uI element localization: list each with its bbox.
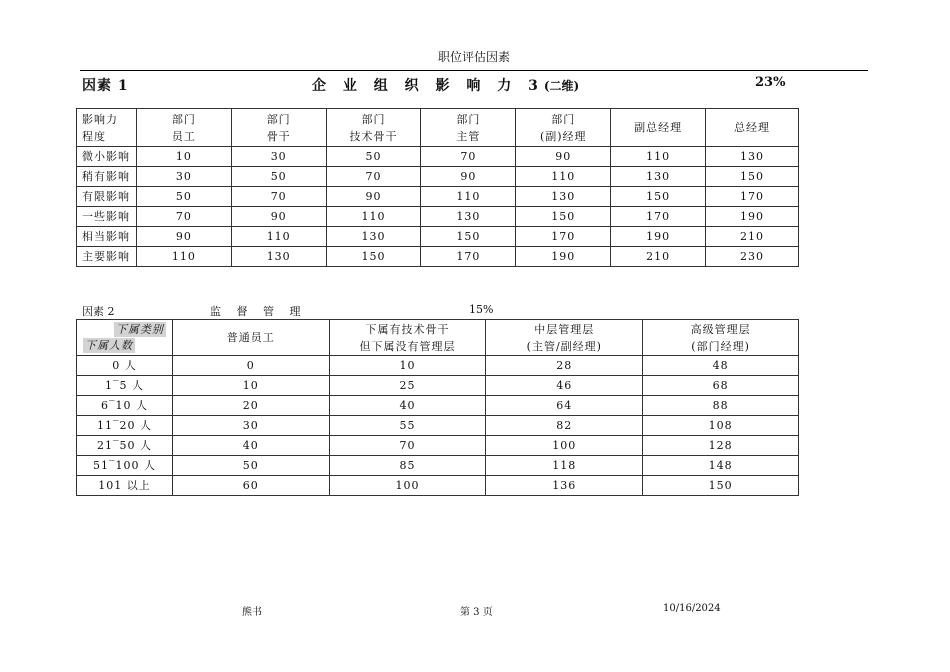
table-cell: 90 (326, 187, 421, 207)
table-cell: 150 (706, 167, 799, 187)
header-line: 部门 (171, 112, 196, 126)
footer-author: 熊书 (242, 607, 262, 618)
row-label: 一些影响 (77, 207, 137, 227)
header-line: 部门 (456, 112, 481, 126)
table-cell: 70 (421, 147, 516, 167)
table-row (77, 356, 799, 376)
table-cell: 40 (329, 396, 486, 416)
factor1-body (77, 147, 799, 267)
factor1-col-header (516, 109, 611, 147)
table-cell: 110 (231, 227, 326, 247)
factor1-col-header (421, 109, 516, 147)
table-cell: 40 (172, 436, 329, 456)
table-cell: 130 (326, 227, 421, 247)
table-cell: 30 (136, 167, 231, 187)
factor2-col-header (486, 320, 643, 356)
table-cell: 46 (486, 376, 643, 396)
factor2-diag-top: 下属类别 (115, 323, 164, 336)
page-footer (0, 603, 950, 619)
table-cell: 110 (611, 147, 706, 167)
header-line: 中层管理层 (534, 322, 595, 336)
factor1-label: 因素 1 (82, 78, 129, 94)
table-cell: 136 (486, 476, 643, 496)
factor2-header-row (77, 320, 799, 356)
row-label: 101 以上 (77, 476, 173, 496)
table-cell: 130 (421, 207, 516, 227)
table-cell: 190 (516, 247, 611, 267)
table-cell: 148 (643, 456, 799, 476)
table-cell: 130 (516, 187, 611, 207)
header-line: 员工 (171, 129, 196, 143)
table-cell: 90 (516, 147, 611, 167)
table-cell: 110 (516, 167, 611, 187)
row-label: 21‾50 人 (77, 436, 173, 456)
table-cell: 60 (172, 476, 329, 496)
row-label: 微小影响 (77, 147, 137, 167)
header-line: 技术骨干 (349, 129, 398, 143)
table-cell: 108 (643, 416, 799, 436)
table-cell: 110 (421, 187, 516, 207)
header-line: 普通员工 (226, 331, 275, 344)
table-cell: 50 (172, 456, 329, 476)
table-row (77, 147, 799, 167)
table-row (77, 187, 799, 207)
factor1-col-header (611, 109, 706, 147)
factor2-col-header (172, 320, 329, 356)
row-label: 有限影响 (77, 187, 137, 207)
table-cell: 190 (706, 207, 799, 227)
table-cell: 170 (421, 247, 516, 267)
header-line: 主管 (456, 129, 481, 143)
table-row (77, 376, 799, 396)
row-label: 51‾100 人 (77, 456, 173, 476)
table-row (77, 227, 799, 247)
row-label: 6‾10 人 (77, 396, 173, 416)
table-cell: 10 (172, 376, 329, 396)
footer-page-number: 第 3 页 (460, 607, 493, 618)
page-header (80, 48, 868, 71)
table-cell: 0 (172, 356, 329, 376)
table-cell: 20 (172, 396, 329, 416)
header-line: 下属有技术骨干 (365, 322, 450, 336)
header-line: 骨干 (266, 129, 291, 143)
factor2-diagonal-header (77, 320, 173, 356)
header-line: 副总经理 (634, 121, 683, 134)
table-cell: 50 (136, 187, 231, 207)
factor1-heading (80, 75, 790, 93)
table-row (77, 436, 799, 456)
table-row (77, 167, 799, 187)
table-cell: 100 (329, 476, 486, 496)
factor1-title-suffix: (二维) (543, 79, 580, 93)
table-row (77, 416, 799, 436)
table-cell: 70 (231, 187, 326, 207)
table-cell: 30 (172, 416, 329, 436)
table-cell: 190 (611, 227, 706, 247)
factor2-percent: 15% (469, 303, 494, 316)
table-cell: 25 (329, 376, 486, 396)
factor1-col-header (136, 109, 231, 147)
header-line: (副)经理 (539, 129, 587, 143)
row-label: 11‾20 人 (77, 416, 173, 436)
table-row (77, 456, 799, 476)
table-cell: 48 (643, 356, 799, 376)
row-label: 主要影响 (77, 247, 137, 267)
factor2-col-header (329, 320, 486, 356)
table-cell: 70 (326, 167, 421, 187)
factor2-title: 监 督 管 理 (210, 305, 307, 318)
table-cell: 130 (611, 167, 706, 187)
table-cell: 90 (421, 167, 516, 187)
table-cell: 128 (643, 436, 799, 456)
factor2-label: 因素 2 (82, 305, 115, 318)
factor2-body (77, 356, 799, 496)
table-cell: 90 (231, 207, 326, 227)
table-cell: 10 (136, 147, 231, 167)
table-cell: 88 (643, 396, 799, 416)
header-line: 但下属没有管理层 (359, 339, 456, 353)
table-row (77, 207, 799, 227)
table-row (77, 476, 799, 496)
table-cell: 50 (231, 167, 326, 187)
table-cell: 28 (486, 356, 643, 376)
table-row (77, 396, 799, 416)
factor2-diag-bottom: 下属人数 (85, 339, 133, 352)
table-cell: 68 (643, 376, 799, 396)
table-cell: 170 (611, 207, 706, 227)
table-cell: 210 (611, 247, 706, 267)
factor2-col-header (643, 320, 799, 356)
table-cell: 110 (326, 207, 421, 227)
factor1-header-row (77, 109, 799, 147)
table-cell: 82 (486, 416, 643, 436)
table-cell: 130 (231, 247, 326, 267)
factor1-header-first (77, 109, 137, 147)
table-cell: 55 (329, 416, 486, 436)
table-cell: 118 (486, 456, 643, 476)
table-cell: 30 (231, 147, 326, 167)
factor1-col-header (706, 109, 799, 147)
header-line: 总经理 (734, 121, 771, 134)
factor1-col-header (326, 109, 421, 147)
table-cell: 70 (136, 207, 231, 227)
table-cell: 150 (643, 476, 799, 496)
header-line: 程度 (82, 129, 106, 143)
table-cell: 170 (516, 227, 611, 247)
factor1-title (312, 75, 579, 95)
table-row (77, 247, 799, 267)
table-cell: 150 (326, 247, 421, 267)
table-cell: 85 (329, 456, 486, 476)
factor2-heading (82, 303, 782, 319)
row-label: 稍有影响 (77, 167, 137, 187)
table-cell: 90 (136, 227, 231, 247)
factor1-percent: 23% (755, 75, 786, 90)
table-cell: 110 (136, 247, 231, 267)
table-cell: 150 (516, 207, 611, 227)
header-line: 部门 (361, 112, 386, 126)
row-label: 1‾5 人 (77, 376, 173, 396)
header-line: (主管/副经理) (526, 339, 602, 353)
factor1-col-header (231, 109, 326, 147)
table-cell: 170 (706, 187, 799, 207)
table-cell: 150 (421, 227, 516, 247)
table-cell: 210 (706, 227, 799, 247)
header-line: (部门经理) (691, 339, 750, 353)
page-header-title: 职位评估因素 (437, 50, 510, 64)
table-cell: 150 (611, 187, 706, 207)
row-label: 相当影响 (77, 227, 137, 247)
header-line: 高级管理层 (690, 322, 751, 336)
table-cell: 230 (706, 247, 799, 267)
footer-date: 10/16/2024 (663, 603, 721, 614)
factor2-table (76, 319, 799, 496)
table-cell: 70 (329, 436, 486, 456)
table-cell: 10 (329, 356, 486, 376)
factor1-table (76, 108, 799, 267)
header-line: 部门 (266, 112, 291, 126)
table-cell: 64 (486, 396, 643, 416)
table-cell: 50 (326, 147, 421, 167)
table-cell: 100 (486, 436, 643, 456)
row-label: 0 人 (77, 356, 173, 376)
header-line: 影响力 (82, 112, 118, 126)
header-line: 部门 (551, 112, 576, 126)
factor1-title-text: 企 业 组 织 影 响 力 3 (312, 78, 544, 94)
table-cell: 130 (706, 147, 799, 167)
